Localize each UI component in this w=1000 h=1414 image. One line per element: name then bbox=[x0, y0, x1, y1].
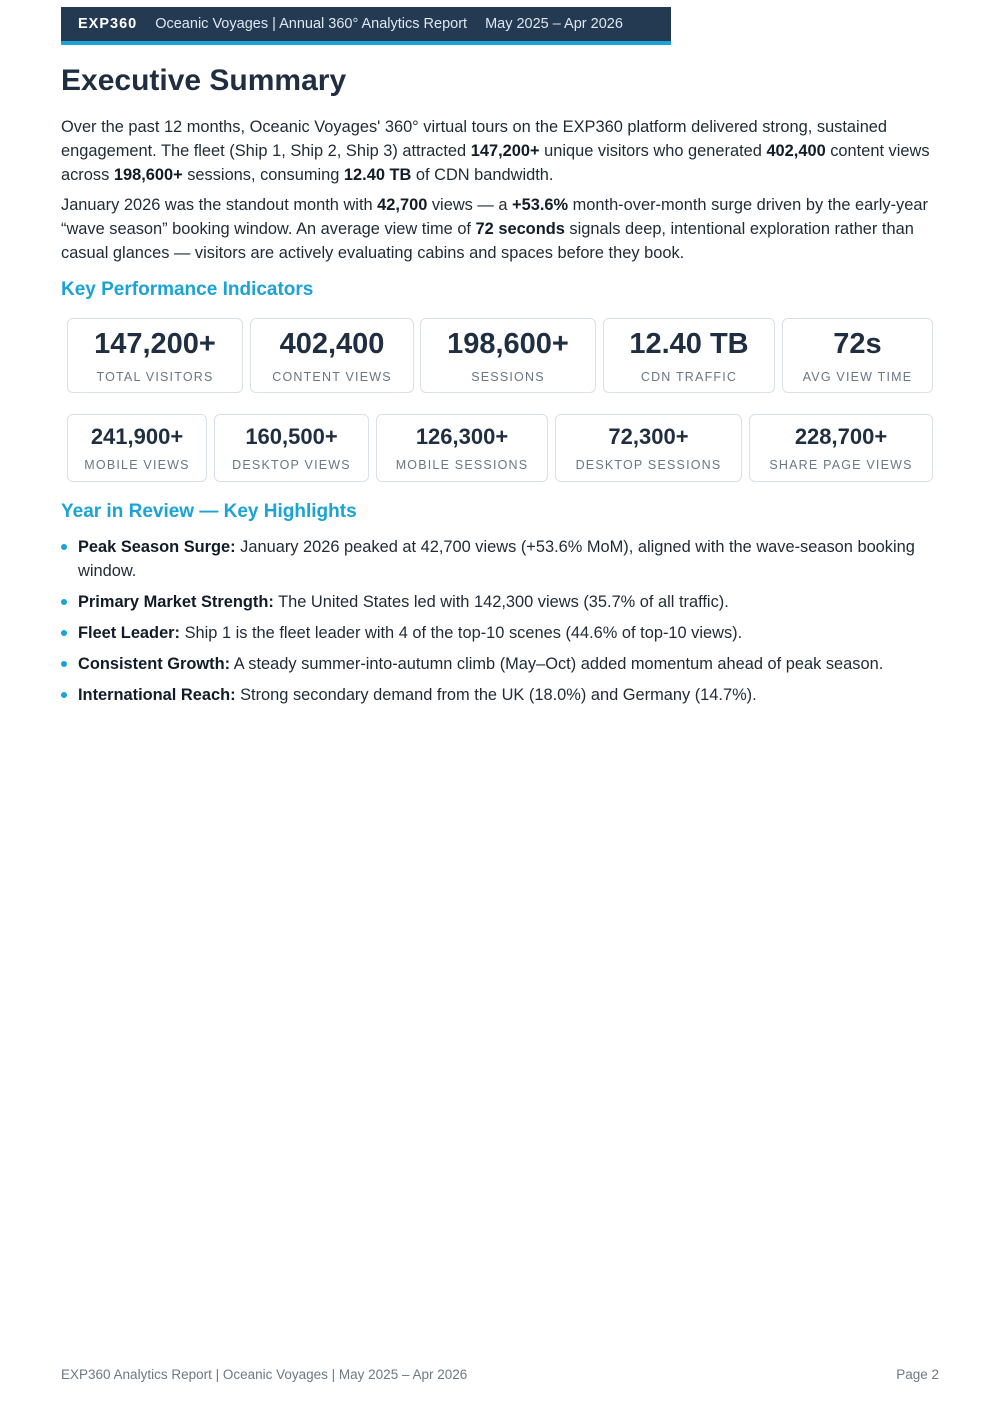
peak-views-highlight: 42,700 bbox=[377, 196, 428, 214]
kpi-label: MOBILE SESSIONS bbox=[395, 458, 529, 472]
kpi-card-total-visitors bbox=[67, 318, 243, 393]
highlight-lead: International Reach: bbox=[78, 686, 236, 704]
bullet-icon bbox=[61, 599, 67, 605]
list-item bbox=[61, 683, 941, 707]
bullet-icon bbox=[61, 661, 67, 667]
kpi-value: 241,900+ bbox=[90, 424, 184, 449]
kpi-label: DESKTOP SESSIONS bbox=[575, 458, 722, 472]
cdn-highlight: 12.40 TB bbox=[343, 166, 412, 184]
report-subtitle: Oceanic Voyages | Annual 360° Analytics Report bbox=[155, 16, 468, 32]
kpi-label: DESKTOP VIEWS bbox=[232, 458, 351, 472]
kpi-card-mobile-sessions bbox=[376, 414, 548, 482]
kpi-label: CDN TRAFFIC bbox=[640, 370, 738, 384]
kpi-label: AVG VIEW TIME bbox=[802, 370, 913, 384]
list-item bbox=[61, 621, 941, 645]
highlight-lead: Primary Market Strength: bbox=[78, 593, 274, 611]
page-number: Page 2 bbox=[896, 1367, 939, 1382]
report-period: May 2025 – Apr 2026 bbox=[485, 16, 623, 32]
list-item bbox=[61, 652, 941, 676]
sessions-highlight: 198,600+ bbox=[113, 166, 183, 184]
kpi-card-avg-view-time bbox=[782, 318, 933, 393]
highlights-section-title: Year in Review — Key Highlights bbox=[61, 501, 357, 522]
kpi-section-title: Key Performance Indicators bbox=[61, 279, 314, 300]
kpi-value: 72,300+ bbox=[608, 424, 689, 449]
summary-paragraph-1: Over the past 12 months, Oceanic Voyages' 360° virtual tours on the EXP360 platform delivered strong, sustained engagement. The fleet (Ship 1, Ship 2, Ship 3) attracted 147,200+ unique visitors who generated 402,400 content views across 198,600+ sessions, consuming 12.40 TB of CDN bandwidth. bbox=[61, 118, 930, 184]
bullet-icon bbox=[61, 630, 67, 636]
footer-left: EXP360 Analytics Report | Oceanic Voyages | May 2025 – Apr 2026 bbox=[61, 1367, 468, 1382]
kpi-card-desktop-views bbox=[214, 414, 369, 482]
page-title: Executive Summary bbox=[61, 64, 347, 97]
list-item bbox=[61, 590, 941, 614]
kpi-card-mobile-views bbox=[67, 414, 207, 482]
bullet-icon bbox=[61, 692, 67, 698]
highlight-lead: Fleet Leader: bbox=[78, 624, 181, 642]
view-time-highlight: 72 seconds bbox=[475, 220, 565, 238]
kpi-value: 160,500+ bbox=[245, 424, 338, 449]
report-header-bar bbox=[61, 7, 671, 45]
highlights-list bbox=[61, 535, 941, 714]
content-views-highlight: 402,400 bbox=[766, 142, 826, 160]
mom-growth-highlight: +53.6% bbox=[512, 196, 569, 214]
kpi-value: 12.40 TB bbox=[629, 328, 749, 360]
kpi-value: 402,400 bbox=[279, 328, 385, 360]
kpi-value: 198,600+ bbox=[447, 328, 569, 360]
highlight-text: January 2026 peaked at 42,700 views (+53.6% MoM), aligned with the wave-season booking window. bbox=[78, 538, 915, 580]
kpi-value: 147,200+ bbox=[94, 328, 216, 360]
kpi-card-cdn-traffic bbox=[603, 318, 775, 393]
kpi-value: 72s bbox=[833, 328, 882, 360]
kpi-label: MOBILE VIEWS bbox=[84, 458, 190, 472]
kpi-value: 126,300+ bbox=[415, 424, 509, 449]
highlight-text: Strong secondary demand from the UK (18.0%) and Germany (14.7%). bbox=[235, 686, 757, 704]
highlight-lead: Peak Season Surge: bbox=[78, 538, 236, 556]
list-item bbox=[61, 535, 941, 583]
bullet-icon bbox=[61, 544, 67, 550]
highlight-lead: Consistent Growth: bbox=[78, 655, 231, 673]
kpi-card-sessions bbox=[420, 318, 596, 393]
kpi-label: CONTENT VIEWS bbox=[272, 370, 392, 384]
kpi-label: TOTAL VISITORS bbox=[96, 370, 214, 384]
summary-paragraph-2: January 2026 was the standout month with 42,700 views — a +53.6% month-over-month surge driven by the early-year “wave season” booking window. An average view time of 72 seconds signals deep, intentional exploration rather than casual glances — visitors are actively evaluating cabins and spaces before they book. bbox=[61, 196, 928, 262]
kpi-label: SHARE PAGE VIEWS bbox=[769, 458, 913, 472]
kpi-label: SESSIONS bbox=[471, 370, 545, 384]
kpi-card-share-page-views bbox=[749, 414, 933, 482]
highlight-text: Ship 1 is the fleet leader with 4 of the top-10 scenes (44.6% of top-10 views). bbox=[180, 624, 743, 642]
highlight-text: A steady summer-into-autumn climb (May–Oct) added momentum ahead of peak season. bbox=[230, 655, 884, 673]
highlight-text: The United States led with 142,300 views (35.7% of all traffic). bbox=[273, 593, 729, 611]
total-visitors-highlight: 147,200+ bbox=[470, 142, 540, 160]
kpi-card-content-views bbox=[250, 318, 414, 393]
brand-name: EXP360 bbox=[78, 16, 138, 32]
kpi-value: 228,700+ bbox=[794, 424, 888, 449]
kpi-card-desktop-sessions bbox=[555, 414, 742, 482]
